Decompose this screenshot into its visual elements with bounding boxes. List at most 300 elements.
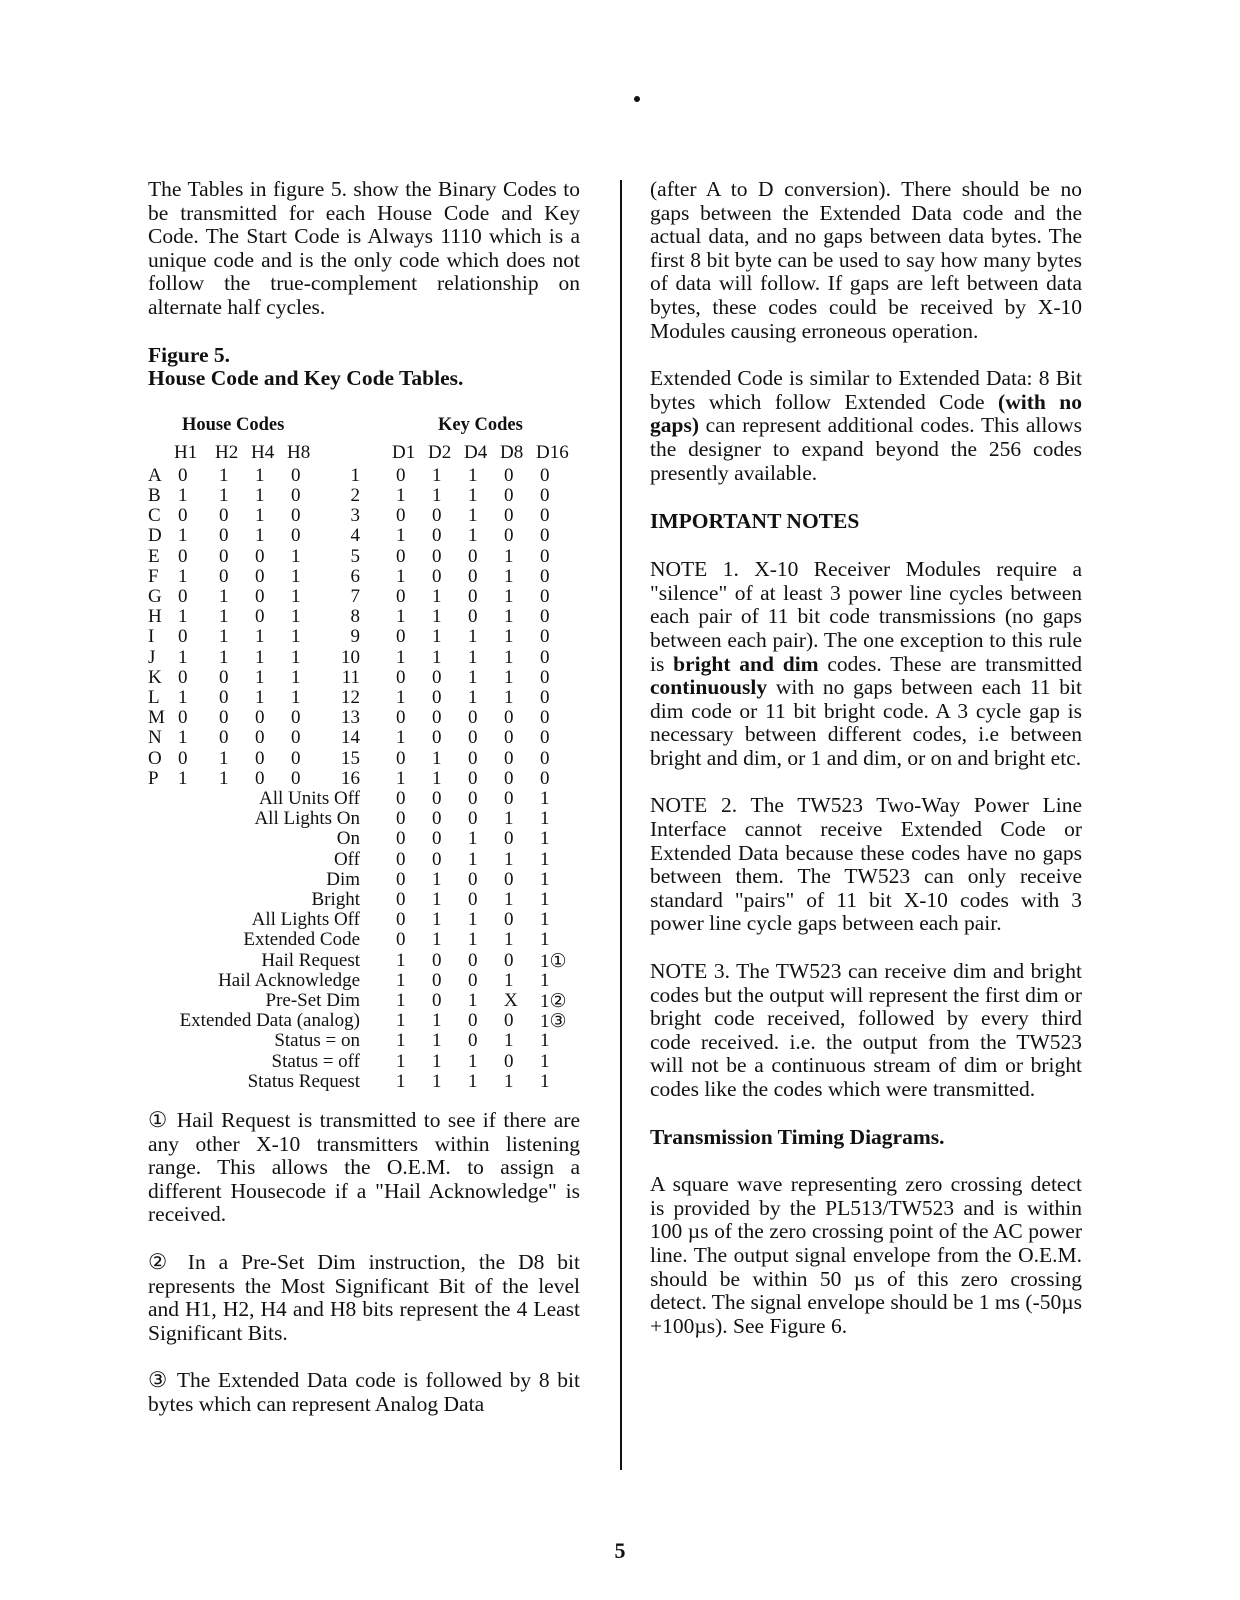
key-col-header: D4 [464,441,488,463]
key-bit: 0 [540,666,550,688]
key-bit: 0 [396,848,406,870]
key-bit: 1 [396,1010,406,1032]
key-bit: 0 [432,545,442,567]
continued-paragraph: (after A to D conversion). There should be no gaps between the Extended Data code and the actual data, and no gaps between data bytes. The first 8 bit byte can be used to say how many bytes of data will follow. If gaps are left between data bytes, these codes could be received by X-10 Modules causing erroneous operation. [650,177,1082,343]
key-bit: 0 [540,747,550,769]
key-label: 15 [341,747,360,769]
house-bit: 1 [178,727,188,749]
house-bit: 1 [219,626,229,648]
key-bit: 1 [468,686,478,708]
house-bit: 1 [178,606,188,628]
key-bit: 0 [540,626,550,648]
key-bit: 1 [432,767,442,789]
key-label: 6 [350,565,360,587]
key-bit: 1 [432,868,442,890]
key-bit: 1 [504,1070,514,1092]
key-bit: 1 [396,686,406,708]
key-bit: 1 [504,585,514,607]
house-bit: 0 [255,565,265,587]
figure-label: Figure 5. [148,342,231,367]
note1-d: continuously [650,675,768,700]
key-bit: 1 [396,949,406,971]
intro-paragraph: The Tables in figure 5. show the Binary Codes to be transmitted for each House Code and Key Code. The Start Code is Always 1110 which is a unique code and is the only code which does not follow the true-complement relationship on alternate half cycles. [148,177,580,319]
key-bit: 1 [432,929,442,951]
note-1 [650,558,1082,770]
house-bit: 0 [219,707,229,729]
house-bit: 1 [291,626,301,648]
house-bit: 0 [219,505,229,527]
key-bit: 1 [540,1070,550,1092]
key-bit: 0 [504,1010,514,1032]
key-col-header: D2 [428,441,452,463]
house-letter: G [148,585,162,607]
house-bit: 1 [255,626,265,648]
column-divider [620,180,622,1470]
key-bit: 0 [468,969,478,991]
key-bit: 0 [504,1050,514,1072]
house-bit: 1 [291,606,301,628]
house-letter: K [148,666,162,688]
key-label: Hail Request [261,949,360,971]
key-bit: 1 [540,909,550,931]
key-bit: 0 [432,989,442,1011]
house-bit: 0 [255,767,265,789]
key-col-header: D16 [536,441,569,463]
key-bit: 1 [396,989,406,1011]
footnote-hail-request: ① Hail Request is transmitted to see if there are any other X-10 transmitters within listening range. This allows the O.E.M. to assign a different Housecode if a "Hail Acknowledge" is received. [148,1107,580,1227]
important-notes-heading: IMPORTANT NOTES [650,509,860,534]
house-bit: 1 [219,464,229,486]
key-bit: 0 [432,969,442,991]
key-bit: 1 [432,646,442,668]
key-bit: 1 [504,969,514,991]
key-bit: 0 [396,585,406,607]
key-bit: 1 [540,848,550,870]
key-label: Hail Acknowledge [218,969,360,991]
house-bit: 0 [219,686,229,708]
key-bit: 0 [540,585,550,607]
key-bit: 0 [432,707,442,729]
house-bit: 0 [219,565,229,587]
house-bit: 0 [291,525,301,547]
key-bit: 0 [468,949,478,971]
key-label: Status = on [274,1030,360,1052]
key-bit: 0 [504,484,514,506]
key-bit: 1 [504,929,514,951]
key-bit: 0 [468,868,478,890]
key-codes-header: Key Codes [438,414,523,435]
house-bit: 1 [178,565,188,587]
key-bit: 1 [504,686,514,708]
house-bit: 0 [255,707,265,729]
house-col-header: H8 [287,441,311,463]
house-bit: 0 [178,747,188,769]
house-bit: 1 [255,646,265,668]
extended-code-paragraph [650,367,1082,485]
house-bit: 0 [291,464,301,486]
key-bit: 0 [432,525,442,547]
house-bit: 1 [255,666,265,688]
key-bit: 0 [504,505,514,527]
key-col-header: D1 [392,441,416,463]
key-bit: 0 [468,747,478,769]
house-col-header: H1 [174,441,198,463]
key-label: All Lights On [254,808,360,830]
house-bit: 1 [219,484,229,506]
key-bit: 1 [540,1030,550,1052]
house-letter: H [148,606,162,628]
house-bit: 1 [255,464,265,486]
house-letter: L [148,686,160,708]
key-bit: 0 [432,787,442,809]
key-bit: 0 [432,505,442,527]
code-table [148,405,588,1101]
key-bit: 1 [504,565,514,587]
house-bit: 0 [255,606,265,628]
key-bit: 1 [468,989,478,1011]
key-bit: 1 [540,1050,550,1072]
house-bit: 1 [291,585,301,607]
key-bit: 0 [468,727,478,749]
key-bit: 1 [432,484,442,506]
key-bit: 0 [540,464,550,486]
key-bit: 1 [540,828,550,850]
key-bit: 1 [504,1030,514,1052]
key-bit: 0 [540,646,550,668]
key-bit: 1 [396,565,406,587]
house-bit: 1 [219,767,229,789]
key-label: 12 [341,686,360,708]
house-bit: 1 [219,585,229,607]
house-bit: 0 [219,525,229,547]
key-bit: 1 [468,848,478,870]
house-bit: 0 [255,545,265,567]
key-label: On [336,828,360,850]
right-column [650,178,1082,1338]
key-label: 8 [350,606,360,628]
key-label: Dim [326,868,360,890]
house-letter: F [148,565,159,587]
key-bit: 0 [504,828,514,850]
house-bit: 1 [219,606,229,628]
house-bit: 0 [178,707,188,729]
key-bit: 0 [396,747,406,769]
house-letter: D [148,525,162,547]
key-bit: 0 [540,606,550,628]
key-bit: 1 [468,666,478,688]
key-bit: 0 [396,828,406,850]
footnote-preset-dim: ② In a Pre-Set Dim instruction, the D8 bit represents the Most Significant Bit of the level and H1, H2, H4 and H8 bits represent the 4 Least Significant Bits. [148,1249,580,1345]
key-bit: 1 [540,808,550,830]
key-bit: 1 [432,626,442,648]
house-letter: E [148,545,160,567]
note-3: NOTE 3. The TW523 can receive dim and bright codes but the output will represent the first dim or bright code received, followed by every third code received. i.e. the output from the TW523 will not be a continuous stream of dim or bright codes like the codes which were transmitted. [650,959,1082,1101]
house-bit: 1 [219,747,229,769]
timing-heading: Transmission Timing Diagrams. [650,1124,945,1149]
house-bit: 1 [291,686,301,708]
house-codes-header: House Codes [182,414,285,435]
key-bit: 1 [432,606,442,628]
figure-title: House Code and Key Code Tables. [148,366,464,391]
key-label: Extended Code [243,929,360,951]
page-number: 5 [614,1538,626,1563]
key-bit: 1 [468,484,478,506]
key-bit: 0 [432,666,442,688]
house-bit: 1 [255,484,265,506]
house-letter: C [148,505,161,527]
key-label: Bright [311,888,360,910]
key-bit: 1 [468,828,478,850]
key-bit: 0 [540,484,550,506]
key-label: Status = off [271,1050,360,1072]
house-bit: 0 [178,505,188,527]
key-bit: 1 [540,868,550,890]
key-bit: 1 [540,787,550,809]
house-bit: 1 [178,686,188,708]
key-bit: 0 [504,868,514,890]
key-label: Extended Data (analog) [179,1010,360,1032]
key-bit: 0 [396,464,406,486]
key-bit: 1 [504,666,514,688]
house-bit: 0 [219,727,229,749]
house-bit: 0 [291,747,301,769]
house-letter: I [148,626,155,648]
key-bit: 0 [540,686,550,708]
key-bit: 0 [432,565,442,587]
house-letter: J [148,646,156,668]
key-bit: 1 [468,646,478,668]
key-bit: 0 [504,707,514,729]
key-label: 7 [350,585,360,607]
key-bit: 0 [396,707,406,729]
house-bit: 0 [178,626,188,648]
key-label: Off [333,848,360,870]
key-bit: 0 [540,545,550,567]
key-bit: 0 [504,727,514,749]
key-bit: 1 [504,848,514,870]
key-bit: 1 [540,888,550,910]
house-bit: 1 [291,545,301,567]
house-letter: O [148,747,162,769]
note-2: NOTE 2. The TW523 Two-Way Power Line Interface cannot receive Extended Code or Extended Data because these codes have no gaps between them. The TW523 can only receive standard "pairs" of 11 bit X-10 codes with 3 power line cycle gaps between each pair. [650,793,1082,936]
key-bit: 1 [396,606,406,628]
key-bit: 0 [504,464,514,486]
key-bit: 1 [396,969,406,991]
house-bit: 0 [255,747,265,769]
house-bit: 1 [219,646,229,668]
house-bit: 1 [255,505,265,527]
key-bit: 1 [540,969,550,991]
key-bit: 1 [432,909,442,931]
key-bit: 1 [396,646,406,668]
timing-paragraph: A square wave representing zero crossing detect is provided by the PL513/TW523 and is within 100 µs of the zero crossing point of the AC power line. The output signal envelope from the O.E.M. should be within 50 µs of this zero crossing detect. The signal envelope should be 1 ms (-50µs +100µs). See Figure 6. [650,1172,1082,1338]
key-bit: 0 [468,707,478,729]
key-bit: 1 [468,1050,478,1072]
key-label: 10 [341,646,360,668]
key-bit: 0 [468,767,478,789]
footnote-extended-data: ③ The Extended Data code is followed by 8 bit bytes which can represent Analog Data [148,1368,580,1416]
house-bit: 0 [291,484,301,506]
key-bit: 0 [504,747,514,769]
house-bit: 0 [291,707,301,729]
house-bit: 0 [178,666,188,688]
note1-a: NOTE 1. X-10 Receiver Modules require a "silence" of at least 3 power line cycles between each pair of 11 bit code transmissions (no gaps between each pair). The one exception to this rule is [650,557,1082,676]
key-label: 14 [341,727,360,749]
key-label: 4 [350,525,360,547]
house-bit: 1 [291,646,301,668]
key-bit: 0 [396,505,406,527]
key-bit: 1 [432,888,442,910]
key-bit: 0 [468,545,478,567]
key-bit: 1 [468,626,478,648]
key-col-header: D8 [500,441,524,463]
key-bit: 1 [432,747,442,769]
key-bit: 0 [468,1030,478,1052]
key-bit: 0 [396,787,406,809]
key-bit: 1② [540,990,567,1012]
key-label: 13 [341,707,360,729]
house-letter: M [148,707,165,729]
key-bit: 0 [504,949,514,971]
key-bit: 1 [396,727,406,749]
left-column [148,178,580,1416]
key-label: Pre-Set Dim [265,989,360,1011]
house-bit: 1 [178,484,188,506]
key-bit: 1 [468,909,478,931]
key-bit: 1 [468,464,478,486]
key-bit: 1 [504,606,514,628]
note1-c: codes. These are transmitted [818,651,1082,676]
key-bit: 1 [432,464,442,486]
key-bit: 0 [504,787,514,809]
key-bit: 1 [432,1050,442,1072]
key-bit: 0 [432,727,442,749]
note1-b: bright and dim [673,651,819,676]
ext-text-a: Extended Code is similar to Extended Data: 8 Bit bytes which follow Extended Code [650,366,1082,414]
key-bit: 0 [504,909,514,931]
key-label: 16 [341,767,360,789]
key-bit: 0 [468,585,478,607]
key-bit: 1③ [540,1011,567,1033]
key-bit: 0 [432,949,442,971]
key-bit: 0 [540,767,550,789]
key-label: All Units Off [259,787,360,809]
key-bit: 1 [396,767,406,789]
key-bit: 1 [432,1030,442,1052]
key-bit: 0 [540,505,550,527]
house-bit: 1 [255,686,265,708]
key-bit: 0 [468,808,478,830]
key-bit: 0 [468,888,478,910]
key-label: All Lights Off [251,909,360,931]
house-bit: 0 [178,585,188,607]
key-bit: 0 [396,545,406,567]
key-bit: 0 [432,848,442,870]
key-bit: 1① [540,950,567,972]
key-label: 9 [350,626,360,648]
key-bit: 1 [432,1070,442,1092]
key-bit: 0 [468,606,478,628]
key-bit: 0 [432,828,442,850]
house-bit: 1 [178,646,188,668]
key-bit: 0 [504,525,514,547]
house-letter: A [148,464,162,486]
key-label: 11 [341,666,360,688]
key-bit: 1 [540,929,550,951]
house-letter: P [148,767,159,789]
house-letter: N [148,727,162,749]
key-bit: 1 [468,929,478,951]
key-bit: 0 [540,707,550,729]
ext-text-c: can represent additional codes. This allows the designer to expand beyond the 256 codes presently available. [650,413,1082,485]
key-bit: 1 [504,888,514,910]
house-bit: 1 [255,525,265,547]
key-bit: 1 [504,646,514,668]
house-bit: 0 [291,505,301,527]
house-bit: 0 [255,585,265,607]
key-bit: 1 [468,505,478,527]
key-bit: 0 [504,767,514,789]
key-bit: 0 [432,808,442,830]
house-col-header: H4 [251,441,275,463]
key-bit: 0 [396,666,406,688]
key-bit: 1 [504,808,514,830]
key-label: 1 [350,464,360,486]
key-bit: 1 [396,1070,406,1092]
key-bit: 1 [504,545,514,567]
key-bit: 0 [396,909,406,931]
scan-dot [634,96,640,102]
key-bit: 1 [468,1070,478,1092]
key-bit: 1 [396,1050,406,1072]
key-bit: 0 [540,525,550,547]
key-label: 5 [350,545,360,567]
house-bit: 0 [219,666,229,688]
key-bit: 1 [468,525,478,547]
house-bit: 0 [178,545,188,567]
key-label: 2 [350,484,360,506]
key-bit: X [504,989,518,1011]
key-bit: 0 [540,565,550,587]
key-bit: 0 [468,787,478,809]
key-bit: 0 [396,929,406,951]
key-bit: 1 [504,626,514,648]
house-bit: 1 [291,666,301,688]
key-bit: 1 [396,1030,406,1052]
key-bit: 0 [468,1010,478,1032]
house-bit: 0 [291,727,301,749]
house-bit: 1 [291,565,301,587]
house-bit: 0 [219,545,229,567]
key-bit: 0 [432,686,442,708]
key-bit: 0 [396,868,406,890]
house-bit: 0 [255,727,265,749]
house-bit: 1 [178,767,188,789]
key-bit: 0 [396,626,406,648]
key-bit: 1 [396,525,406,547]
house-bit: 0 [291,767,301,789]
key-bit: 0 [396,808,406,830]
house-col-header: H2 [215,441,239,463]
house-bit: 0 [178,464,188,486]
key-bit: 0 [396,888,406,910]
key-bit: 1 [432,585,442,607]
key-label: Status Request [247,1070,360,1092]
ext-text-b: (with no gaps) [650,389,1082,438]
key-label: 3 [350,505,360,527]
key-bit: 1 [432,1010,442,1032]
key-bit: 0 [540,727,550,749]
